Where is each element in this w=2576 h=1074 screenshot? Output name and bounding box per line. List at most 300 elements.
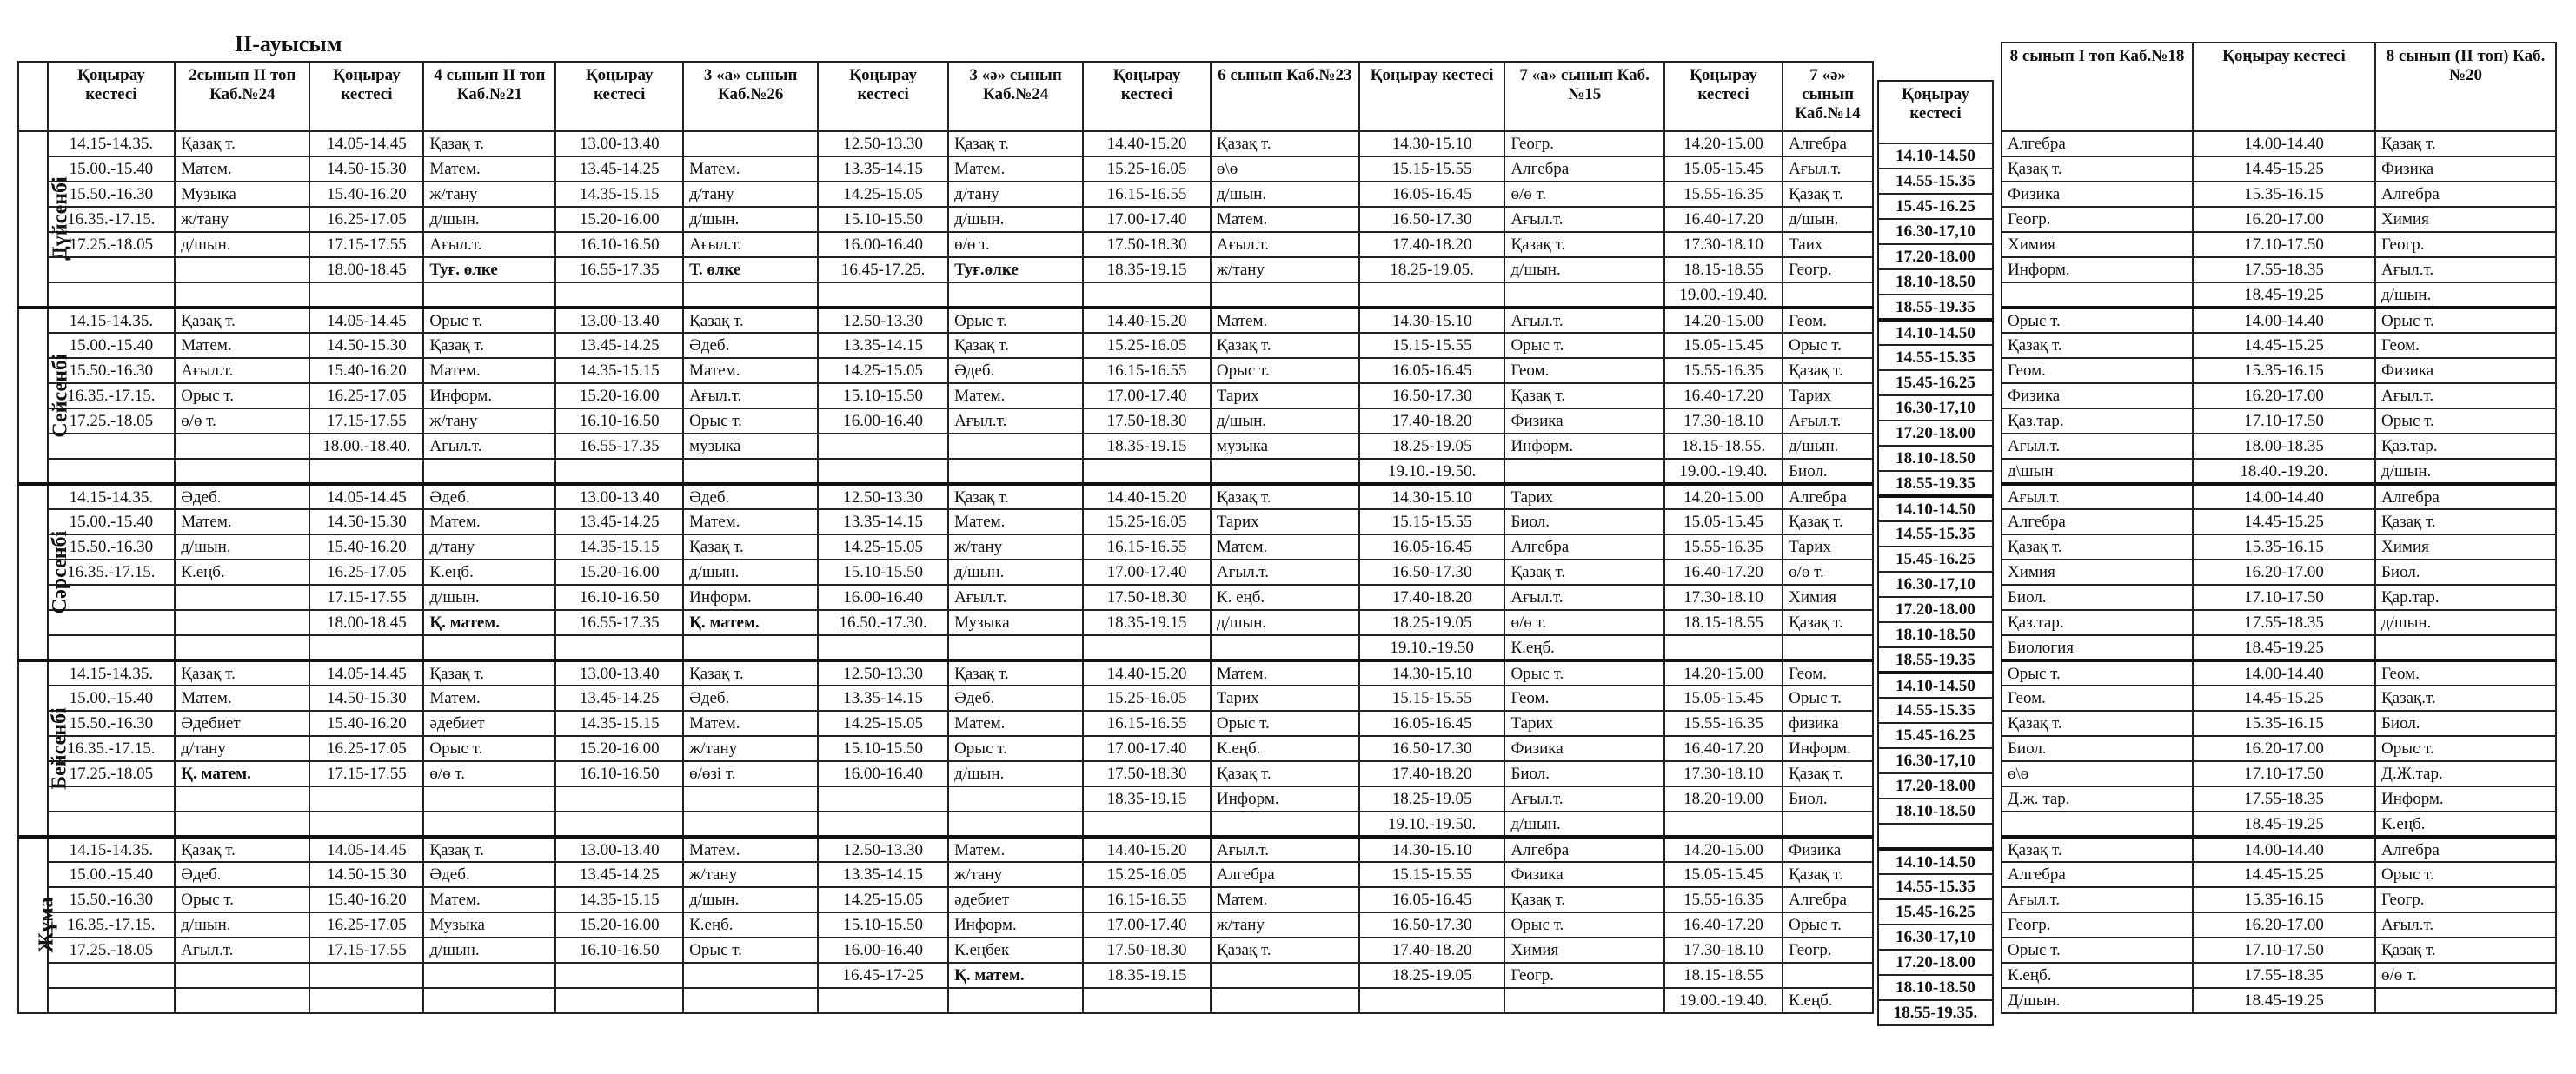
table-row (2002, 786, 2556, 812)
time-cell: 14.15-14.35. (48, 131, 176, 156)
subject-cell: Қазақ т. (1211, 333, 1359, 358)
class-header: 8 сынып І топ Каб.№18 (2002, 43, 2193, 131)
time-cell: 16.25-17.05 (309, 383, 423, 408)
time-cell: 17.15-17.55 (309, 232, 423, 257)
time-cell: 17.00-17.40 (1083, 560, 1211, 585)
subject-cell: Қ. матем. (175, 761, 309, 786)
time-cell: 19.10.-19.50. (1359, 459, 1505, 484)
day-label: Сәрсенбі (49, 530, 72, 613)
subject-cell: Орыс т. (683, 408, 818, 434)
subject-cell: Тарих (1211, 509, 1359, 534)
time-cell: 17.55-18.35 (2193, 963, 2375, 988)
subject-cell: Ағыл.т. (2002, 887, 2193, 912)
time-cell: 15.10-15.50 (818, 383, 948, 408)
time-cell: 16.55-17.35 (555, 610, 683, 635)
subject-cell: ө/ө т. (1783, 560, 1873, 585)
time-cell: 15.35-16.15 (2193, 182, 2375, 207)
subject-cell: Қазақ т. (175, 837, 309, 862)
time-cell: 14.25-15.05 (818, 534, 948, 560)
time-cell: 14.25-15.05 (818, 182, 948, 207)
time-cell: 17.15-17.55 (309, 408, 423, 434)
subject-cell: ө/өзі т. (683, 761, 818, 786)
subject-cell: Қазақ т. (175, 131, 309, 156)
subject-cell: Тарих (1211, 686, 1359, 711)
subject-cell: д/шын. (1783, 434, 1873, 459)
table-row (1878, 471, 1993, 496)
subject-cell (683, 282, 818, 308)
subject-cell (1504, 282, 1663, 308)
subject-cell: Информ. (1211, 786, 1359, 812)
subject-cell (1783, 963, 1873, 988)
subject-cell: Ағыл.т. (2375, 912, 2556, 938)
table-row (1878, 295, 1993, 320)
time-cell: 17.55-18.35 (2193, 610, 2375, 635)
subject-cell: Геогр. (2002, 207, 2193, 232)
time-cell: 14.50-15.30 (309, 686, 423, 711)
subject-cell (423, 963, 555, 988)
time-cell: 19.00.-19.40. (1664, 282, 1783, 308)
time-cell: 16.30-17,10 (1878, 925, 1993, 950)
subject-cell: Геом. (2002, 686, 2193, 711)
subject-cell: Информ. (683, 585, 818, 610)
time-cell: 18.00-18.35 (2193, 434, 2375, 459)
grade8-body (2002, 131, 2556, 1013)
subject-cell: әдебиет (423, 711, 555, 736)
time-cell: 17.55-18.35 (2193, 257, 2375, 282)
subject-cell: Т. өлке (683, 257, 818, 282)
table-row (18, 156, 1873, 182)
subject-cell: Химия (2002, 560, 2193, 585)
table-row (1878, 824, 1993, 849)
subject-cell: д/шын. (2375, 282, 2556, 308)
time-cell: 14.20-15.00 (1664, 837, 1783, 862)
time-cell: 14.05-14.45 (309, 131, 423, 156)
time-cell: 14.00-14.40 (2193, 484, 2375, 509)
subject-cell (683, 988, 818, 1013)
time-cell (309, 459, 423, 484)
time-cell: 17.25.-18.05 (48, 232, 176, 257)
day-label: Бейсенбі (48, 706, 71, 790)
time-cell: 16.50-17.30 (1359, 912, 1505, 938)
time-cell (1083, 282, 1211, 308)
subject-cell: ж/тану (175, 207, 309, 232)
table-row (18, 862, 1873, 887)
table-row (18, 282, 1873, 308)
table-row (18, 610, 1873, 635)
subject-cell (683, 459, 818, 484)
subject-cell: д/шын. (948, 560, 1083, 585)
table-row (18, 560, 1873, 585)
time-cell: 17.00-17.40 (1083, 736, 1211, 761)
subject-cell: Матем. (1211, 660, 1359, 686)
time-cell: 15.25-16.05 (1083, 862, 1211, 887)
time-cell: 13.45-14.25 (555, 686, 683, 711)
table-row (18, 938, 1873, 963)
subject-cell: Химия (2002, 232, 2193, 257)
time-cell: 16.35.-17.15. (48, 383, 176, 408)
subject-cell: Орыс т. (1211, 711, 1359, 736)
subject-cell: Қазақ т. (2002, 837, 2193, 862)
subject-cell: Алгебра (2375, 837, 2556, 862)
subject-cell: д/шын. (2375, 459, 2556, 484)
time-cell: 16.40-17.20 (1664, 912, 1783, 938)
subject-cell: К.еңб. (1783, 988, 1873, 1013)
table-row (18, 660, 1873, 686)
subject-cell: д/шын. (948, 761, 1083, 786)
time-cell: 14.55-15.35 (1878, 169, 1993, 194)
time-cell: 17.25.-18.05 (48, 938, 176, 963)
subject-cell: Матем. (948, 711, 1083, 736)
time-cell (1664, 812, 1783, 837)
time-cell: 16.15-16.55 (1083, 711, 1211, 736)
subject-cell: Орыс т. (2002, 660, 2193, 686)
table-row (2002, 434, 2556, 459)
time-cell: 15.10-15.50 (818, 912, 948, 938)
subject-cell: Қазақ т. (2002, 534, 2193, 560)
subject-cell: Биол. (2002, 736, 2193, 761)
subject-cell (423, 282, 555, 308)
time-cell: 14.35-15.15 (555, 534, 683, 560)
table-row (2002, 534, 2556, 560)
table-row (2002, 560, 2556, 585)
time-cell: 17.50-18.30 (1083, 232, 1211, 257)
time-cell: 17.10-17.50 (2193, 232, 2375, 257)
subject-cell: Орыс т. (2375, 408, 2556, 434)
subject-cell (948, 812, 1083, 837)
subject-cell: Матем. (1211, 308, 1359, 333)
subject-cell: Қазақ т. (2375, 509, 2556, 534)
class-header: 6 сынып Каб.№23 (1211, 62, 1359, 131)
time-cell: 14.00-14.40 (2193, 837, 2375, 862)
class-header: 4 сынып ІІ топ Каб.№21 (423, 62, 555, 131)
subject-cell: Орыс т. (1504, 912, 1663, 938)
table-row (1878, 899, 1993, 925)
time-cell: 12.50-13.30 (818, 484, 948, 509)
time-cell: 14.55-15.35 (1878, 874, 1993, 899)
subject-cell: Орыс т. (423, 308, 555, 333)
table-row (18, 207, 1873, 232)
subject-cell: Қ. матем. (683, 610, 818, 635)
time-cell (1664, 635, 1783, 660)
subject-cell: Алгебра (1211, 862, 1359, 887)
subject-cell: Алгебра (2375, 182, 2556, 207)
time-cell: 15.20-16.00 (555, 560, 683, 585)
time-cell (48, 988, 176, 1013)
time-cell: 14.40-15.20 (1083, 660, 1211, 686)
time-cell: 16.20-17.00 (2193, 383, 2375, 408)
table-row (1878, 572, 1993, 597)
subject-cell: Тарих (1783, 534, 1873, 560)
time-cell: 15.10-15.50 (818, 560, 948, 585)
table-row (1878, 925, 1993, 950)
time-cell: 17.30-18.10 (1664, 232, 1783, 257)
time-cell: 18.15-18.55. (1664, 434, 1783, 459)
subject-cell: ж/тану (683, 736, 818, 761)
subject-cell: д/шын. (948, 207, 1083, 232)
time-cell: 16.05-16.45 (1359, 358, 1505, 383)
time-cell: 14.35-15.15 (555, 887, 683, 912)
subject-cell: Алгебра (2002, 509, 2193, 534)
bell-schedule-header: Қоңырау кестесі (1359, 62, 1505, 131)
subject-cell: Физика (2002, 383, 2193, 408)
subject-cell: д/шын. (175, 912, 309, 938)
subject-cell: Тарих (1504, 711, 1663, 736)
table-row (1878, 169, 1993, 194)
time-cell (309, 812, 423, 837)
bell-schedule-header: Қоңырау кестесі (1083, 62, 1211, 131)
table-row (1878, 950, 1993, 975)
time-cell: 14.50-15.30 (309, 509, 423, 534)
time-cell: 15.20-16.00 (555, 383, 683, 408)
subject-cell (683, 786, 818, 812)
time-cell: 15.25-16.05 (1083, 509, 1211, 534)
time-cell: 16.10-16.50 (555, 408, 683, 434)
table-row (18, 131, 1873, 156)
subject-cell: Матем. (423, 686, 555, 711)
table-row (1878, 773, 1993, 799)
subject-cell: Матем. (423, 358, 555, 383)
time-cell: 15.20-16.00 (555, 207, 683, 232)
time-cell (818, 459, 948, 484)
time-cell: 13.35-14.15 (818, 156, 948, 182)
subject-cell (175, 257, 309, 282)
time-cell: 14.20-15.00 (1664, 131, 1783, 156)
time-cell: 15.55-16.35 (1664, 711, 1783, 736)
table-row (2002, 610, 2556, 635)
time-cell: 19.00.-19.40. (1664, 988, 1783, 1013)
time-cell: 14.30-15.10 (1359, 837, 1505, 862)
class-header: 3 «а» сынып Каб.№26 (683, 62, 818, 131)
time-cell: 16.50-17.30 (1359, 560, 1505, 585)
time-cell: 18.45-19.25 (2193, 635, 2375, 660)
time-cell: 15.40-16.20 (309, 534, 423, 560)
subject-cell: Орыс т. (175, 383, 309, 408)
time-cell: 18.15-18.55 (1664, 963, 1783, 988)
time-cell: 18.55-19.35 (1878, 647, 1993, 673)
subject-cell: Матем. (423, 156, 555, 182)
time-cell (1878, 824, 1993, 849)
table-row (2002, 484, 2556, 509)
subject-cell: Ағыл.т. (2002, 434, 2193, 459)
time-cell (1359, 282, 1505, 308)
time-cell: 15.25-16.05 (1083, 333, 1211, 358)
subject-cell: Қаз.тар. (2375, 434, 2556, 459)
time-cell: 16.30-17,10 (1878, 395, 1993, 421)
time-cell: 17.30-18.10 (1664, 938, 1783, 963)
time-cell: 18.15-18.55 (1664, 610, 1783, 635)
subject-cell (2002, 282, 2193, 308)
time-cell: 15.55-16.35 (1664, 182, 1783, 207)
class-header: 7 «а» сынып Каб.№15 (1504, 62, 1663, 131)
time-cell: 18.00-18.45 (309, 257, 423, 282)
time-cell: 15.15-15.55 (1359, 686, 1505, 711)
time-cell: 16.35.-17.15. (48, 736, 176, 761)
subject-cell: Геогр. (1504, 963, 1663, 988)
table-row (18, 963, 1873, 988)
time-cell (818, 282, 948, 308)
subject-cell: Алгебра (1504, 534, 1663, 560)
time-cell: 14.00-14.40 (2193, 308, 2375, 333)
subject-cell (1783, 635, 1873, 660)
time-cell: 17.50-18.30 (1083, 585, 1211, 610)
subject-cell (175, 786, 309, 812)
subject-cell: ө/ө т. (1504, 182, 1663, 207)
time-cell: 13.35-14.15 (818, 686, 948, 711)
time-cell (309, 282, 423, 308)
time-cell: 16.10-16.50 (555, 585, 683, 610)
time-cell: 17.25.-18.05 (48, 761, 176, 786)
table-row (2002, 761, 2556, 786)
subject-cell: Орыс т. (1783, 912, 1873, 938)
day-header-cell (18, 62, 48, 131)
bell-schedule-header: Қоңырау кестесі (1664, 62, 1783, 131)
time-cell: 17.40-18.20 (1359, 232, 1505, 257)
time-cell: 16.05-16.45 (1359, 182, 1505, 207)
time-cell: 12.50-13.30 (818, 837, 948, 862)
time-cell (1083, 635, 1211, 660)
subject-cell (175, 610, 309, 635)
time-cell: 15.55-16.35 (1664, 534, 1783, 560)
subject-cell: Алгебра (2002, 131, 2193, 156)
time-cell: 12.50-13.30 (818, 308, 948, 333)
time-cell: 18.35-19.15 (1083, 610, 1211, 635)
time-cell: 18.45-19.25 (2193, 812, 2375, 837)
subject-cell: Физика (2002, 182, 2193, 207)
table-row (18, 887, 1873, 912)
subject-cell: Матем. (175, 156, 309, 182)
time-cell: 15.25-16.05 (1083, 686, 1211, 711)
subject-cell: Биол. (2375, 560, 2556, 585)
time-cell: 14.30-15.10 (1359, 131, 1505, 156)
time-cell: 16.55-17.35 (555, 434, 683, 459)
time-cell: 16.20-17.00 (2193, 912, 2375, 938)
subject-cell: Химия (2375, 207, 2556, 232)
time-cell (555, 635, 683, 660)
time-cell: 12.50-13.30 (818, 660, 948, 686)
subject-cell: Қазақ т. (1504, 887, 1663, 912)
time-cell: 14.10-14.50 (1878, 320, 1993, 345)
subject-cell: Қазақ т. (1211, 484, 1359, 509)
subject-cell: Ағыл.т. (1783, 408, 1873, 434)
time-cell: 13.00-13.40 (555, 308, 683, 333)
subject-cell: д/шын. (1211, 408, 1359, 434)
time-cell: 14.55-15.35 (1878, 521, 1993, 547)
subject-cell: Ағыл.т. (423, 232, 555, 257)
table-row (2002, 509, 2556, 534)
table-row (2002, 837, 2556, 862)
time-cell: 16.50.-17.30. (818, 610, 948, 635)
subject-cell: музыка (683, 434, 818, 459)
subject-cell (948, 786, 1083, 812)
subject-cell: Қазақ т. (175, 660, 309, 686)
table-row (1878, 748, 1993, 773)
subject-cell: Ағыл.т. (175, 358, 309, 383)
time-cell: 19.10.-19.50 (1359, 635, 1505, 660)
subject-cell: д/шын. (1211, 182, 1359, 207)
day-label: Дүйсенбі (49, 176, 72, 261)
table-row (2002, 887, 2556, 912)
subject-cell: Информ. (2375, 786, 2556, 812)
subject-cell: К.еңб. (2375, 812, 2556, 837)
subject-cell: Матем. (683, 509, 818, 534)
subject-cell: Матем. (948, 837, 1083, 862)
subject-cell: Әдеб. (683, 686, 818, 711)
time-cell: 15.00.-15.40 (48, 333, 176, 358)
subject-cell: Әдеб. (423, 862, 555, 887)
subject-cell: д/шын. (423, 585, 555, 610)
table-row (18, 786, 1873, 812)
time-cell: 16.05-16.45 (1359, 711, 1505, 736)
subject-cell: Әдеб. (683, 333, 818, 358)
time-cell: 17.30-18.10 (1664, 585, 1783, 610)
time-cell: 17.00-17.40 (1083, 912, 1211, 938)
time-cell: 14.00-14.40 (2193, 660, 2375, 686)
time-cell (555, 963, 683, 988)
time-cell: 15.35-16.15 (2193, 534, 2375, 560)
time-cell: 14.45-15.25 (2193, 509, 2375, 534)
time-cell: 16.45-17-25 (818, 963, 948, 988)
table-row (18, 408, 1873, 434)
table-row (1878, 597, 1993, 622)
subject-cell: Алгебра (1783, 887, 1873, 912)
subject-cell (1211, 963, 1359, 988)
subject-cell: Матем. (423, 887, 555, 912)
subject-cell: Қазақ т. (683, 308, 818, 333)
subject-cell: Биол. (1504, 761, 1663, 786)
time-cell (48, 282, 176, 308)
subject-cell (175, 988, 309, 1013)
subject-cell: Д.Ж.тар. (2375, 761, 2556, 786)
time-cell: 14.25-15.05 (818, 887, 948, 912)
time-cell: 17.10-17.50 (2193, 585, 2375, 610)
subject-cell: Геогр. (2002, 912, 2193, 938)
subject-cell: Әдебиет (175, 711, 309, 736)
subject-cell: Геом. (2375, 333, 2556, 358)
time-cell: 14.10-14.50 (1878, 849, 1993, 874)
subject-cell (948, 635, 1083, 660)
subject-cell: Матем. (948, 156, 1083, 182)
grade8-header-row (2002, 43, 2556, 131)
time-cell: 14.10-14.50 (1878, 143, 1993, 169)
time-cell: 14.30-15.10 (1359, 308, 1505, 333)
subject-cell: Матем. (683, 837, 818, 862)
subject-cell (423, 459, 555, 484)
table-row (2002, 333, 2556, 358)
subject-cell: ж/тану (948, 534, 1083, 560)
time-cell: 14.15-14.35. (48, 484, 176, 509)
subject-cell: Қазақ т. (1783, 509, 1873, 534)
bell-schedule-header: Қоңырау кестесі (309, 62, 423, 131)
subject-cell: Матем. (1211, 207, 1359, 232)
time-cell: 15.20-16.00 (555, 912, 683, 938)
time-cell: 14.40-15.20 (1083, 837, 1211, 862)
time-cell: 16.30-17,10 (1878, 572, 1993, 597)
day-label-cell (18, 131, 72, 308)
time-cell: 18.15-18.55 (1664, 257, 1783, 282)
subject-cell (683, 131, 818, 156)
subject-cell: Қазақ т. (175, 308, 309, 333)
subject-cell: Қ. матем. (423, 610, 555, 635)
subject-cell: Ағыл.т. (1211, 560, 1359, 585)
time-cell: 18.55-19.35 (1878, 471, 1993, 496)
table-row (2002, 131, 2556, 156)
subject-cell: д/шын. (1211, 610, 1359, 635)
table-row (2002, 711, 2556, 736)
time-cell: 15.15-15.55 (1359, 156, 1505, 182)
subject-cell (1211, 812, 1359, 837)
time-cell: 15.55-16.35 (1664, 358, 1783, 383)
subject-cell: ж/тану (1211, 257, 1359, 282)
